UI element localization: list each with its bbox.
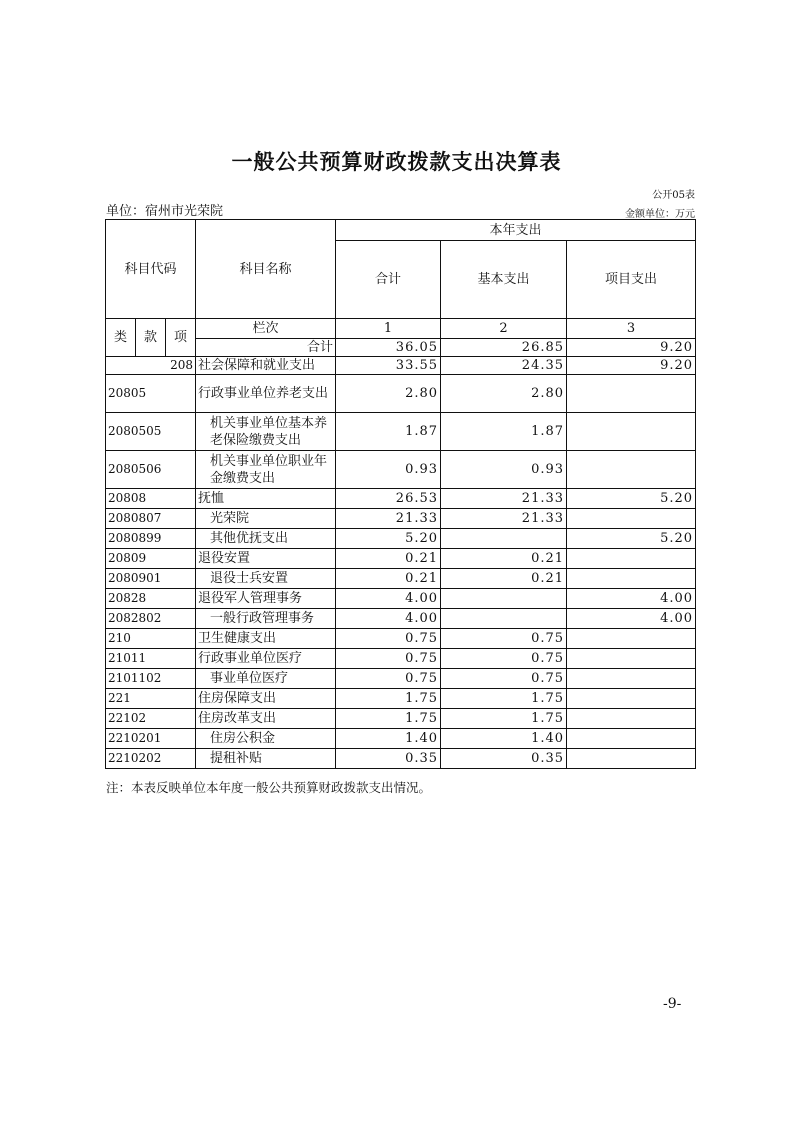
row-basic: 0.75 <box>441 669 567 689</box>
row-total: 0.21 <box>336 569 441 589</box>
row-code: 2080506 <box>106 451 196 489</box>
header-total: 合计 <box>336 241 441 319</box>
row-total: 33.55 <box>336 357 441 375</box>
row-code: 20809 <box>106 549 196 569</box>
row-basic <box>441 529 567 549</box>
row-total: 1.75 <box>336 709 441 729</box>
header-group: 本年支出 <box>336 220 696 241</box>
money-unit-label: 金额单位：万元 <box>625 209 695 220</box>
row-basic: 1.75 <box>441 709 567 729</box>
row-code: 2080807 <box>106 509 196 529</box>
row-name: 退役军人管理事务 <box>196 589 336 609</box>
row-project: 5.20 <box>567 489 696 509</box>
row-code: 2101102 <box>106 669 196 689</box>
row-name: 住房改革支出 <box>196 709 336 729</box>
footnote: 注：本表反映单位本年度一般公共预算财政拨款支出情况。 <box>106 780 432 795</box>
row-code: 2080901 <box>106 569 196 589</box>
row-total: 26.53 <box>336 489 441 509</box>
row-project <box>567 669 696 689</box>
col-number-2: 2 <box>441 319 567 339</box>
row-basic: 2.80 <box>441 375 567 413</box>
row-code: 210 <box>106 629 196 649</box>
row-project <box>567 709 696 729</box>
page-title: 一般公共预算财政拨款支出决算表 <box>231 150 562 174</box>
row-code: 208 <box>106 357 196 375</box>
row-project <box>567 413 696 451</box>
row-total: 0.75 <box>336 649 441 669</box>
row-name: 其他优抚支出 <box>196 529 336 549</box>
table-row <box>106 509 696 529</box>
row-project <box>567 749 696 769</box>
header-code: 科目代码 <box>106 220 196 319</box>
table-row <box>106 451 696 489</box>
table-row <box>106 413 696 451</box>
row-name: 光荣院 <box>196 509 336 529</box>
row-project <box>567 689 696 709</box>
table-row <box>106 569 696 589</box>
col-number-3: 3 <box>567 319 696 339</box>
unit-label: 单位：宿州市光荣院 <box>106 204 224 219</box>
row-code: 2082802 <box>106 609 196 629</box>
row-total: 0.93 <box>336 451 441 489</box>
table-row <box>106 609 696 629</box>
total-project: 9.20 <box>567 339 696 357</box>
header-kuan: 款 <box>136 319 166 357</box>
header-project: 项目支出 <box>567 241 696 319</box>
row-code: 20828 <box>106 589 196 609</box>
row-basic: 0.35 <box>441 749 567 769</box>
row-project: 4.00 <box>567 609 696 629</box>
table-row <box>106 749 696 769</box>
row-basic: 0.93 <box>441 451 567 489</box>
row-name: 事业单位医疗 <box>196 669 336 689</box>
table-row <box>106 629 696 649</box>
page-number: -9- <box>663 996 682 1012</box>
header-basic: 基本支出 <box>441 241 567 319</box>
table-row <box>106 649 696 669</box>
row-total: 0.21 <box>336 549 441 569</box>
row-name: 机关事业单位职业年金缴费支出 <box>196 451 336 489</box>
row-basic: 0.75 <box>441 649 567 669</box>
row-basic: 24.35 <box>441 357 567 375</box>
row-project: 9.20 <box>567 357 696 375</box>
row-total: 0.75 <box>336 629 441 649</box>
row-code: 21011 <box>106 649 196 669</box>
row-name: 一般行政管理事务 <box>196 609 336 629</box>
row-name: 行政事业单位养老支出 <box>196 375 336 413</box>
expenditure-table <box>105 219 696 769</box>
row-name: 抚恤 <box>196 489 336 509</box>
table-row <box>106 375 696 413</box>
row-total: 4.00 <box>336 589 441 609</box>
table-row <box>106 709 696 729</box>
row-project <box>567 649 696 669</box>
row-project: 5.20 <box>567 529 696 549</box>
row-project <box>567 629 696 649</box>
table-row <box>106 357 696 375</box>
row-name: 退役安置 <box>196 549 336 569</box>
row-name: 住房公积金 <box>196 729 336 749</box>
row-name: 住房保障支出 <box>196 689 336 709</box>
row-basic: 0.21 <box>441 549 567 569</box>
row-basic <box>441 609 567 629</box>
row-code: 20805 <box>106 375 196 413</box>
table-row <box>106 549 696 569</box>
row-total: 21.33 <box>336 509 441 529</box>
row-project <box>567 375 696 413</box>
row-total: 5.20 <box>336 529 441 549</box>
row-basic: 1.87 <box>441 413 567 451</box>
row-project <box>567 451 696 489</box>
row-project: 4.00 <box>567 589 696 609</box>
header-xiang: 项 <box>166 319 196 357</box>
row-name: 机关事业单位基本养老保险缴费支出 <box>196 413 336 451</box>
table-row <box>106 589 696 609</box>
total-total: 36.05 <box>336 339 441 357</box>
row-name: 社会保障和就业支出 <box>196 357 336 375</box>
row-project <box>567 729 696 749</box>
table-row <box>106 729 696 749</box>
row-code: 2080899 <box>106 529 196 549</box>
row-code: 22102 <box>106 709 196 729</box>
col-number-1: 1 <box>336 319 441 339</box>
header-name: 科目名称 <box>196 220 336 319</box>
header-lei: 类 <box>106 319 136 357</box>
row-basic: 0.21 <box>441 569 567 589</box>
row-code: 20808 <box>106 489 196 509</box>
row-project <box>567 549 696 569</box>
row-total: 0.35 <box>336 749 441 769</box>
row-basic <box>441 589 567 609</box>
row-code: 2210201 <box>106 729 196 749</box>
table-row <box>106 669 696 689</box>
table-row <box>106 489 696 509</box>
row-total: 1.40 <box>336 729 441 749</box>
row-basic: 1.75 <box>441 689 567 709</box>
row-name: 提租补贴 <box>196 749 336 769</box>
header-lanci: 栏次 <box>196 319 336 339</box>
row-basic: 0.75 <box>441 629 567 649</box>
row-project <box>567 569 696 589</box>
row-name: 行政事业单位医疗 <box>196 649 336 669</box>
form-number: 公开05表 <box>652 190 695 201</box>
row-code: 221 <box>106 689 196 709</box>
table-row <box>106 529 696 549</box>
row-name: 退役士兵安置 <box>196 569 336 589</box>
total-label: 合计 <box>196 339 336 357</box>
row-project <box>567 509 696 529</box>
row-basic: 1.40 <box>441 729 567 749</box>
row-code: 2080505 <box>106 413 196 451</box>
row-total: 0.75 <box>336 669 441 689</box>
row-code: 2210202 <box>106 749 196 769</box>
row-name: 卫生健康支出 <box>196 629 336 649</box>
row-total: 2.80 <box>336 375 441 413</box>
row-total: 4.00 <box>336 609 441 629</box>
table-row <box>106 689 696 709</box>
row-total: 1.75 <box>336 689 441 709</box>
row-total: 1.87 <box>336 413 441 451</box>
row-basic: 21.33 <box>441 509 567 529</box>
total-basic: 26.85 <box>441 339 567 357</box>
row-basic: 21.33 <box>441 489 567 509</box>
